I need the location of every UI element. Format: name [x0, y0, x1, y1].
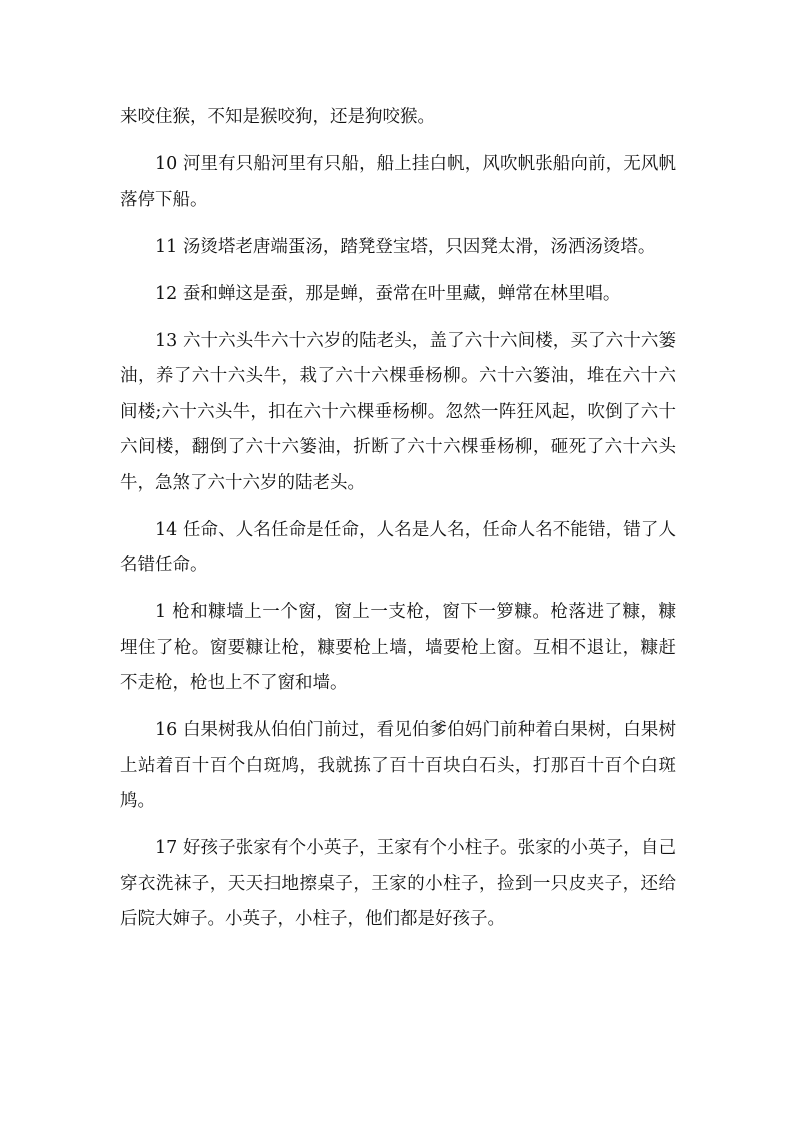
paragraph-continued: 来咬住猴，不知是猴咬狗，还是狗咬猴。 [120, 107, 435, 127]
paragraph-tongue-twister-12: 12 蚕和蝉这是蚕，那是蝉，蚕常在叶里藏，蝉常在林里唱。 [155, 283, 621, 304]
paragraph-tongue-twister-14: 14 任命、人名任命是任命，人名是人名，任命人名不能错，错了人名错任命。 [120, 519, 676, 575]
paragraph-tongue-twister-16: 16 白果树我从伯伯门前过，看见伯爹伯妈门前种着白果树，白果树上站着百十百个白斑鸠，我就拣了百十百块白石头，打那百十百个白斑鸠。 [120, 720, 676, 811]
paragraph-tongue-twister-11: 11 汤烫塔老唐端蛋汤，踏凳登宝塔，只因凳太滑，汤洒汤烫塔。 [155, 236, 656, 257]
document-body [120, 100, 676, 949]
paragraph-tongue-twister-13: 13 六十六头牛六十六岁的陆老头，盖了六十六间楼，买了六十六篓油，养了六十六头牛，栽了六十六棵垂杨柳。六十六篓油，堆在六十六间楼;六十六头牛，扣在六十六棵垂杨柳。忽然一阵狂风起，吹倒了六十六间楼，翻倒了六十六篓油，折断了六十六棵垂杨柳，砸死了六十六头牛，急煞了六十六岁的陆老头。 [120, 330, 676, 493]
paragraph-tongue-twister-17: 17 好孩子张家有个小英子，王家有个小柱子。张家的小英子，自己穿衣洗袜子，天天扫地擦桌子，王家的小柱子，捡到一只皮夹子，还给后院大婶子。小英子，小柱子，他们都是好孩子。 [120, 838, 676, 929]
paragraph-tongue-twister-10: 10 河里有只船河里有只船，船上挂白帆，风吹帆张船向前，无风帆落停下船。 [120, 154, 676, 210]
paragraph-tongue-twister-1: 1 枪和糠墙上一个窗，窗上一支枪，窗下一箩糠。枪落进了糠，糠埋住了枪。窗要糠让枪，糠要枪上墙，墙要枪上窗。互相不退让，糠赶不走枪，枪也上不了窗和墙。 [120, 602, 676, 693]
